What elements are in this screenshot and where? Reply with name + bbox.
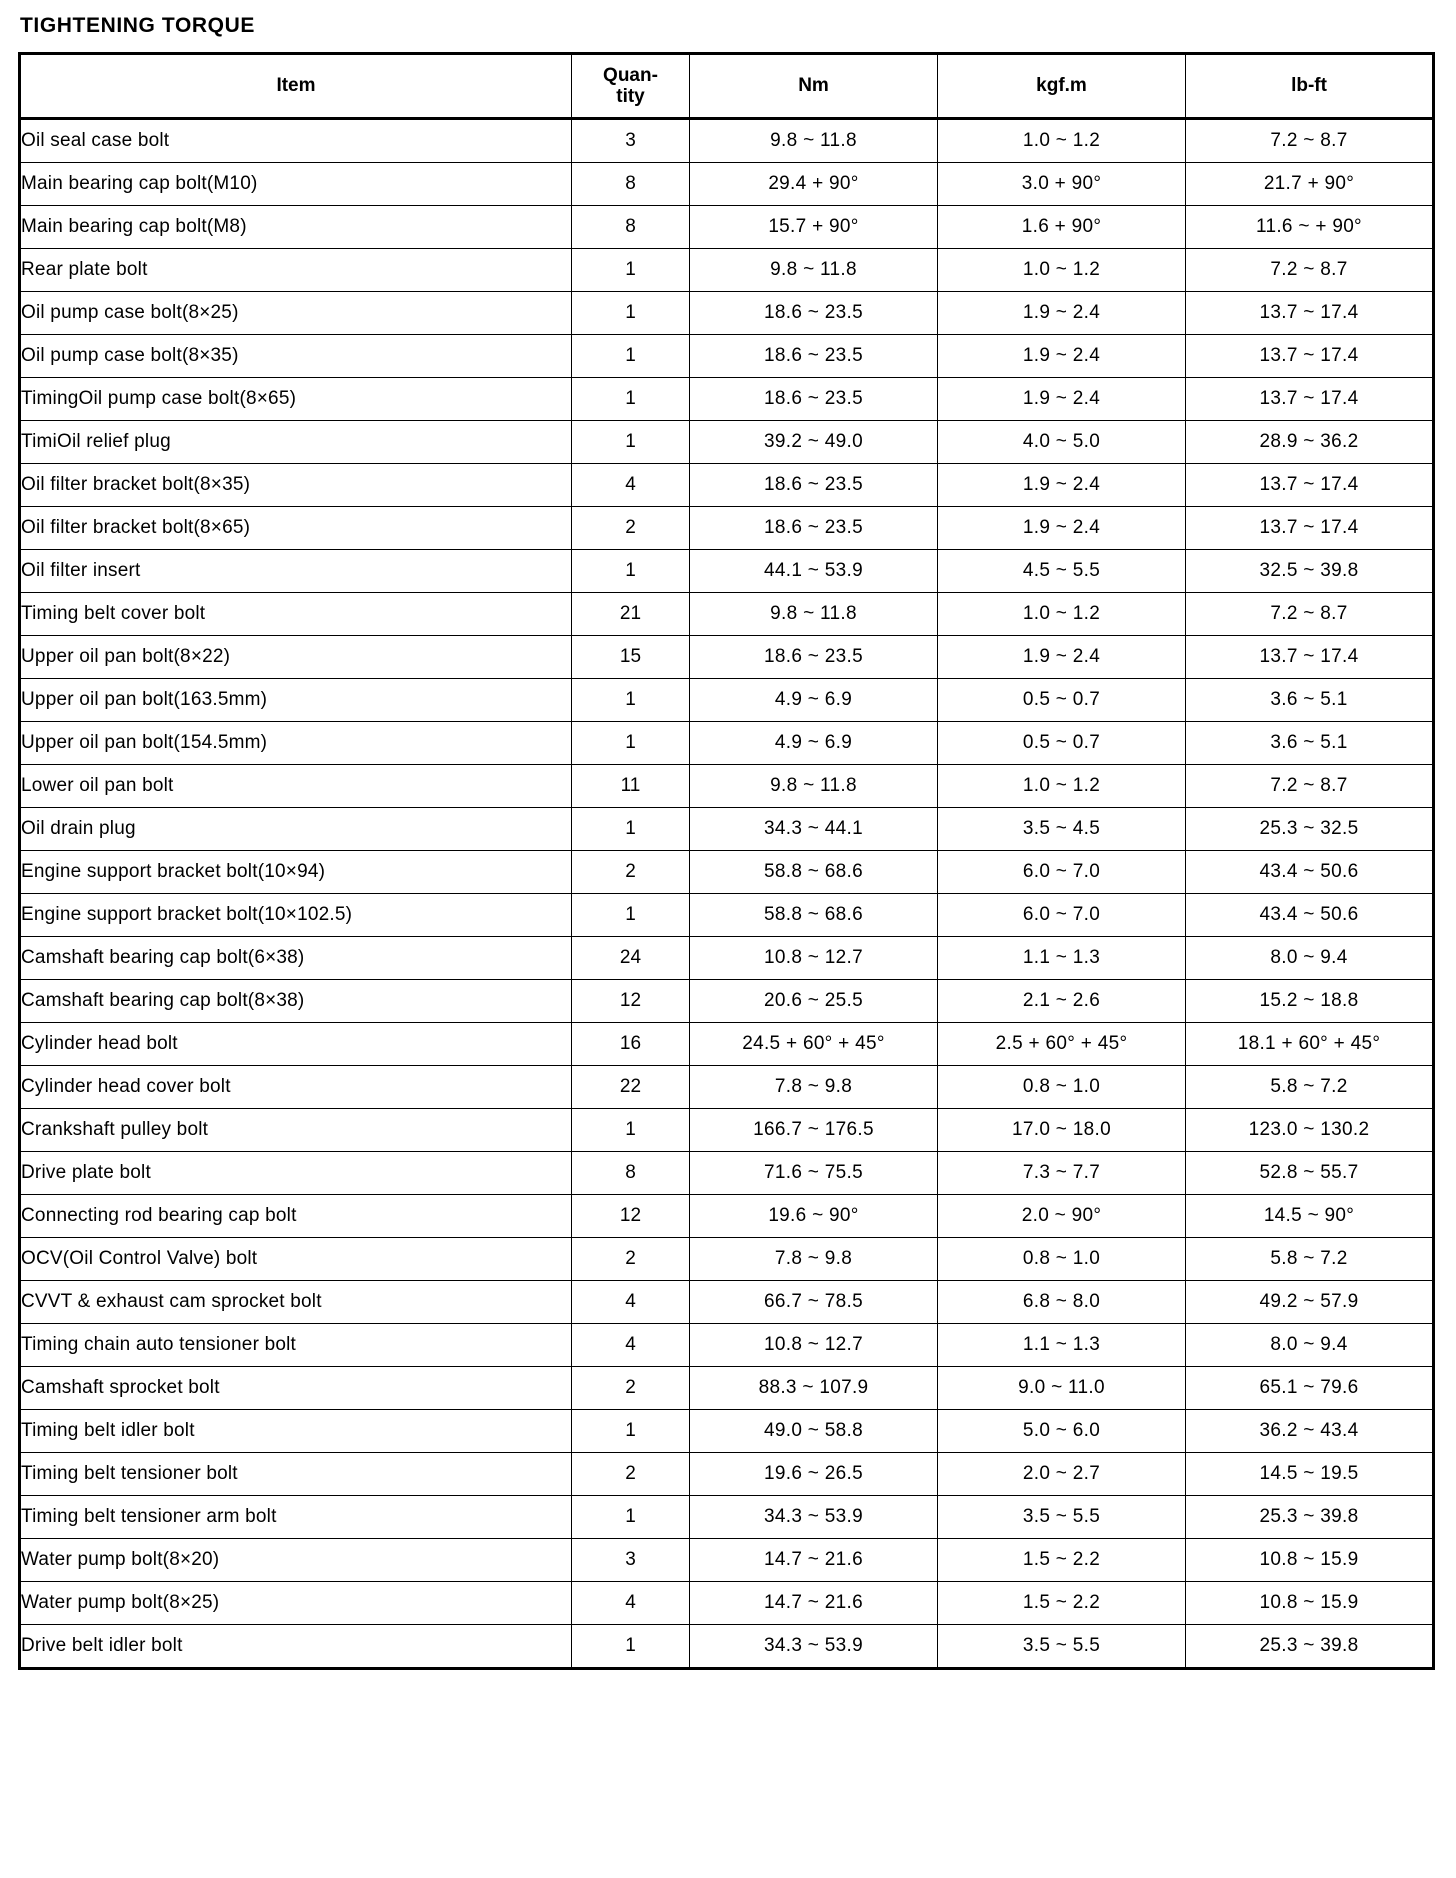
cell-kgfm: 5.0 ~ 6.0 (938, 1410, 1186, 1453)
cell-quantity: 21 (572, 593, 690, 636)
cell-lbft: 52.8 ~ 55.7 (1186, 1152, 1434, 1195)
cell-lbft: 28.9 ~ 36.2 (1186, 421, 1434, 464)
cell-lbft: 65.1 ~ 79.6 (1186, 1367, 1434, 1410)
cell-nm: 29.4 + 90° (690, 163, 938, 206)
cell-quantity: 1 (572, 1496, 690, 1539)
cell-item: TimiOil relief plug (20, 421, 572, 464)
cell-quantity: 1 (572, 1410, 690, 1453)
cell-nm: 166.7 ~ 176.5 (690, 1109, 938, 1152)
cell-quantity: 1 (572, 421, 690, 464)
table-header (20, 54, 1434, 119)
table-row (20, 851, 1434, 894)
cell-lbft: 43.4 ~ 50.6 (1186, 894, 1434, 937)
cell-lbft: 49.2 ~ 57.9 (1186, 1281, 1434, 1324)
cell-item: Camshaft sprocket bolt (20, 1367, 572, 1410)
cell-nm: 4.9 ~ 6.9 (690, 679, 938, 722)
cell-item: Oil pump case bolt(8×25) (20, 292, 572, 335)
cell-kgfm: 6.0 ~ 7.0 (938, 851, 1186, 894)
cell-quantity: 1 (572, 292, 690, 335)
table-row (20, 1625, 1434, 1669)
cell-kgfm: 4.5 ~ 5.5 (938, 550, 1186, 593)
cell-lbft: 18.1 + 60° + 45° (1186, 1023, 1434, 1066)
cell-nm: 18.6 ~ 23.5 (690, 335, 938, 378)
cell-lbft: 15.2 ~ 18.8 (1186, 980, 1434, 1023)
column-header-quantity-line2: tity (616, 86, 645, 107)
cell-quantity: 2 (572, 507, 690, 550)
cell-quantity: 8 (572, 163, 690, 206)
cell-quantity: 22 (572, 1066, 690, 1109)
table-row (20, 206, 1434, 249)
cell-quantity: 1 (572, 722, 690, 765)
cell-quantity: 1 (572, 894, 690, 937)
cell-quantity: 1 (572, 1625, 690, 1669)
table-row (20, 679, 1434, 722)
cell-quantity: 3 (572, 1539, 690, 1582)
cell-kgfm: 1.9 ~ 2.4 (938, 378, 1186, 421)
cell-lbft: 7.2 ~ 8.7 (1186, 593, 1434, 636)
cell-lbft: 13.7 ~ 17.4 (1186, 292, 1434, 335)
cell-lbft: 11.6 ~ + 90° (1186, 206, 1434, 249)
cell-quantity: 1 (572, 679, 690, 722)
cell-kgfm: 0.5 ~ 0.7 (938, 679, 1186, 722)
cell-item: Cylinder head bolt (20, 1023, 572, 1066)
column-header-kgfm: kgf.m (938, 54, 1186, 119)
cell-item: Oil drain plug (20, 808, 572, 851)
table-row (20, 378, 1434, 421)
table-row (20, 1109, 1434, 1152)
cell-nm: 34.3 ~ 53.9 (690, 1625, 938, 1669)
cell-nm: 14.7 ~ 21.6 (690, 1539, 938, 1582)
table-row (20, 550, 1434, 593)
table-row (20, 119, 1434, 163)
cell-item: Timing belt tensioner bolt (20, 1453, 572, 1496)
table-row (20, 464, 1434, 507)
cell-quantity: 1 (572, 378, 690, 421)
cell-nm: 9.8 ~ 11.8 (690, 765, 938, 808)
table-row (20, 335, 1434, 378)
cell-quantity: 4 (572, 1582, 690, 1625)
cell-quantity: 12 (572, 980, 690, 1023)
table-row (20, 1582, 1434, 1625)
cell-nm: 39.2 ~ 49.0 (690, 421, 938, 464)
cell-kgfm: 1.0 ~ 1.2 (938, 249, 1186, 292)
cell-item: Camshaft bearing cap bolt(8×38) (20, 980, 572, 1023)
cell-kgfm: 0.8 ~ 1.0 (938, 1066, 1186, 1109)
cell-kgfm: 2.0 ~ 2.7 (938, 1453, 1186, 1496)
cell-kgfm: 17.0 ~ 18.0 (938, 1109, 1186, 1152)
table-row (20, 163, 1434, 206)
table-row (20, 980, 1434, 1023)
cell-lbft: 25.3 ~ 39.8 (1186, 1625, 1434, 1669)
cell-lbft: 10.8 ~ 15.9 (1186, 1582, 1434, 1625)
cell-kgfm: 7.3 ~ 7.7 (938, 1152, 1186, 1195)
table-row (20, 1152, 1434, 1195)
table-row (20, 1367, 1434, 1410)
cell-kgfm: 1.0 ~ 1.2 (938, 119, 1186, 163)
cell-lbft: 123.0 ~ 130.2 (1186, 1109, 1434, 1152)
cell-lbft: 13.7 ~ 17.4 (1186, 507, 1434, 550)
table-row (20, 808, 1434, 851)
cell-quantity: 2 (572, 1238, 690, 1281)
table-body (20, 119, 1434, 1669)
cell-kgfm: 3.0 + 90° (938, 163, 1186, 206)
cell-kgfm: 1.9 ~ 2.4 (938, 636, 1186, 679)
cell-item: Main bearing cap bolt(M10) (20, 163, 572, 206)
cell-nm: 34.3 ~ 53.9 (690, 1496, 938, 1539)
cell-quantity: 4 (572, 1281, 690, 1324)
cell-nm: 24.5 + 60° + 45° (690, 1023, 938, 1066)
cell-kgfm: 2.0 ~ 90° (938, 1195, 1186, 1238)
cell-lbft: 25.3 ~ 32.5 (1186, 808, 1434, 851)
cell-lbft: 36.2 ~ 43.4 (1186, 1410, 1434, 1453)
cell-kgfm: 9.0 ~ 11.0 (938, 1367, 1186, 1410)
cell-lbft: 3.6 ~ 5.1 (1186, 722, 1434, 765)
cell-item: Oil filter bracket bolt(8×35) (20, 464, 572, 507)
cell-item: Engine support bracket bolt(10×94) (20, 851, 572, 894)
cell-item: Upper oil pan bolt(154.5mm) (20, 722, 572, 765)
cell-nm: 58.8 ~ 68.6 (690, 851, 938, 894)
cell-item: Timing belt idler bolt (20, 1410, 572, 1453)
table-row (20, 1453, 1434, 1496)
cell-lbft: 13.7 ~ 17.4 (1186, 335, 1434, 378)
cell-quantity: 8 (572, 1152, 690, 1195)
cell-kgfm: 1.1 ~ 1.3 (938, 1324, 1186, 1367)
table-row (20, 1410, 1434, 1453)
cell-kgfm: 4.0 ~ 5.0 (938, 421, 1186, 464)
cell-lbft: 43.4 ~ 50.6 (1186, 851, 1434, 894)
cell-kgfm: 0.8 ~ 1.0 (938, 1238, 1186, 1281)
cell-nm: 15.7 + 90° (690, 206, 938, 249)
cell-item: Upper oil pan bolt(8×22) (20, 636, 572, 679)
cell-item: Timing chain auto tensioner bolt (20, 1324, 572, 1367)
cell-item: Lower oil pan bolt (20, 765, 572, 808)
cell-quantity: 1 (572, 808, 690, 851)
table-row (20, 421, 1434, 464)
cell-item: Water pump bolt(8×20) (20, 1539, 572, 1582)
cell-lbft: 32.5 ~ 39.8 (1186, 550, 1434, 593)
table-row (20, 1496, 1434, 1539)
cell-nm: 18.6 ~ 23.5 (690, 292, 938, 335)
table-row (20, 1281, 1434, 1324)
cell-item: Oil filter bracket bolt(8×65) (20, 507, 572, 550)
cell-nm: 58.8 ~ 68.6 (690, 894, 938, 937)
cell-lbft: 7.2 ~ 8.7 (1186, 765, 1434, 808)
cell-nm: 10.8 ~ 12.7 (690, 937, 938, 980)
cell-nm: 20.6 ~ 25.5 (690, 980, 938, 1023)
table-row (20, 636, 1434, 679)
column-header-quantity (572, 54, 690, 119)
cell-nm: 44.1 ~ 53.9 (690, 550, 938, 593)
cell-lbft: 3.6 ~ 5.1 (1186, 679, 1434, 722)
cell-kgfm: 1.1 ~ 1.3 (938, 937, 1186, 980)
cell-item: Camshaft bearing cap bolt(6×38) (20, 937, 572, 980)
cell-item: Connecting rod bearing cap bolt (20, 1195, 572, 1238)
cell-nm: 18.6 ~ 23.5 (690, 636, 938, 679)
cell-lbft: 8.0 ~ 9.4 (1186, 1324, 1434, 1367)
cell-quantity: 16 (572, 1023, 690, 1066)
cell-nm: 18.6 ~ 23.5 (690, 464, 938, 507)
cell-nm: 88.3 ~ 107.9 (690, 1367, 938, 1410)
cell-kgfm: 2.1 ~ 2.6 (938, 980, 1186, 1023)
cell-kgfm: 0.5 ~ 0.7 (938, 722, 1186, 765)
cell-quantity: 2 (572, 851, 690, 894)
cell-kgfm: 1.0 ~ 1.2 (938, 765, 1186, 808)
cell-quantity: 8 (572, 206, 690, 249)
table-row (20, 1324, 1434, 1367)
cell-item: Oil filter insert (20, 550, 572, 593)
cell-item: Timing belt tensioner arm bolt (20, 1496, 572, 1539)
cell-kgfm: 3.5 ~ 4.5 (938, 808, 1186, 851)
cell-nm: 9.8 ~ 11.8 (690, 593, 938, 636)
column-header-item: Item (20, 54, 572, 119)
cell-item: Crankshaft pulley bolt (20, 1109, 572, 1152)
cell-quantity: 1 (572, 550, 690, 593)
column-header-quantity-line1: Quan- (603, 64, 658, 86)
cell-lbft: 25.3 ~ 39.8 (1186, 1496, 1434, 1539)
table-row (20, 937, 1434, 980)
cell-quantity: 2 (572, 1367, 690, 1410)
cell-kgfm: 1.9 ~ 2.4 (938, 335, 1186, 378)
cell-quantity: 1 (572, 249, 690, 292)
cell-item: Oil pump case bolt(8×35) (20, 335, 572, 378)
cell-nm: 66.7 ~ 78.5 (690, 1281, 938, 1324)
cell-item: Cylinder head cover bolt (20, 1066, 572, 1109)
cell-lbft: 5.8 ~ 7.2 (1186, 1066, 1434, 1109)
table-row (20, 1539, 1434, 1582)
cell-lbft: 5.8 ~ 7.2 (1186, 1238, 1434, 1281)
table-row (20, 1023, 1434, 1066)
table-row (20, 292, 1434, 335)
cell-nm: 71.6 ~ 75.5 (690, 1152, 938, 1195)
cell-kgfm: 1.9 ~ 2.4 (938, 464, 1186, 507)
cell-quantity: 24 (572, 937, 690, 980)
cell-nm: 9.8 ~ 11.8 (690, 249, 938, 292)
cell-kgfm: 6.8 ~ 8.0 (938, 1281, 1186, 1324)
table-row (20, 593, 1434, 636)
cell-quantity: 4 (572, 464, 690, 507)
cell-item: TimingOil pump case bolt(8×65) (20, 378, 572, 421)
cell-nm: 10.8 ~ 12.7 (690, 1324, 938, 1367)
cell-item: Engine support bracket bolt(10×102.5) (20, 894, 572, 937)
cell-item: Upper oil pan bolt(163.5mm) (20, 679, 572, 722)
cell-quantity: 1 (572, 335, 690, 378)
cell-kgfm: 3.5 ~ 5.5 (938, 1496, 1186, 1539)
cell-quantity: 15 (572, 636, 690, 679)
cell-nm: 18.6 ~ 23.5 (690, 507, 938, 550)
cell-item: Oil seal case bolt (20, 119, 572, 163)
cell-nm: 18.6 ~ 23.5 (690, 378, 938, 421)
cell-nm: 9.8 ~ 11.8 (690, 119, 938, 163)
cell-nm: 19.6 ~ 26.5 (690, 1453, 938, 1496)
cell-kgfm: 1.6 + 90° (938, 206, 1186, 249)
table-row (20, 507, 1434, 550)
cell-quantity: 2 (572, 1453, 690, 1496)
cell-lbft: 13.7 ~ 17.4 (1186, 464, 1434, 507)
page-title: TIGHTENING TORQUE (20, 14, 255, 37)
cell-nm: 19.6 ~ 90° (690, 1195, 938, 1238)
cell-quantity: 12 (572, 1195, 690, 1238)
table-row (20, 1066, 1434, 1109)
cell-nm: 34.3 ~ 44.1 (690, 808, 938, 851)
tightening-torque-table (18, 52, 1435, 1670)
cell-quantity: 3 (572, 119, 690, 163)
table-row (20, 1195, 1434, 1238)
cell-item: Drive plate bolt (20, 1152, 572, 1195)
cell-nm: 49.0 ~ 58.8 (690, 1410, 938, 1453)
cell-lbft: 8.0 ~ 9.4 (1186, 937, 1434, 980)
cell-lbft: 10.8 ~ 15.9 (1186, 1539, 1434, 1582)
cell-quantity: 1 (572, 1109, 690, 1152)
cell-lbft: 13.7 ~ 17.4 (1186, 636, 1434, 679)
cell-item: Rear plate bolt (20, 249, 572, 292)
table-row (20, 249, 1434, 292)
cell-lbft: 13.7 ~ 17.4 (1186, 378, 1434, 421)
cell-quantity: 11 (572, 765, 690, 808)
cell-nm: 7.8 ~ 9.8 (690, 1066, 938, 1109)
cell-kgfm: 6.0 ~ 7.0 (938, 894, 1186, 937)
cell-lbft: 14.5 ~ 90° (1186, 1195, 1434, 1238)
table-row (20, 765, 1434, 808)
cell-lbft: 7.2 ~ 8.7 (1186, 249, 1434, 292)
column-header-nm: Nm (690, 54, 938, 119)
cell-nm: 4.9 ~ 6.9 (690, 722, 938, 765)
table-row (20, 722, 1434, 765)
cell-quantity: 4 (572, 1324, 690, 1367)
cell-item: Timing belt cover bolt (20, 593, 572, 636)
table-row (20, 894, 1434, 937)
cell-nm: 14.7 ~ 21.6 (690, 1582, 938, 1625)
cell-lbft: 21.7 + 90° (1186, 163, 1434, 206)
cell-item: Main bearing cap bolt(M8) (20, 206, 572, 249)
cell-kgfm: 1.9 ~ 2.4 (938, 507, 1186, 550)
table-header-row (20, 54, 1434, 119)
column-header-lbft: lb-ft (1186, 54, 1434, 119)
cell-lbft: 14.5 ~ 19.5 (1186, 1453, 1434, 1496)
cell-kgfm: 1.5 ~ 2.2 (938, 1582, 1186, 1625)
cell-kgfm: 1.0 ~ 1.2 (938, 593, 1186, 636)
table-row (20, 1238, 1434, 1281)
cell-kgfm: 1.5 ~ 2.2 (938, 1539, 1186, 1582)
cell-kgfm: 3.5 ~ 5.5 (938, 1625, 1186, 1669)
cell-item: CVVT & exhaust cam sprocket bolt (20, 1281, 572, 1324)
cell-lbft: 7.2 ~ 8.7 (1186, 119, 1434, 163)
cell-item: OCV(Oil Control Valve) bolt (20, 1238, 572, 1281)
cell-item: Water pump bolt(8×25) (20, 1582, 572, 1625)
cell-kgfm: 1.9 ~ 2.4 (938, 292, 1186, 335)
cell-kgfm: 2.5 + 60° + 45° (938, 1023, 1186, 1066)
cell-nm: 7.8 ~ 9.8 (690, 1238, 938, 1281)
cell-item: Drive belt idler bolt (20, 1625, 572, 1669)
